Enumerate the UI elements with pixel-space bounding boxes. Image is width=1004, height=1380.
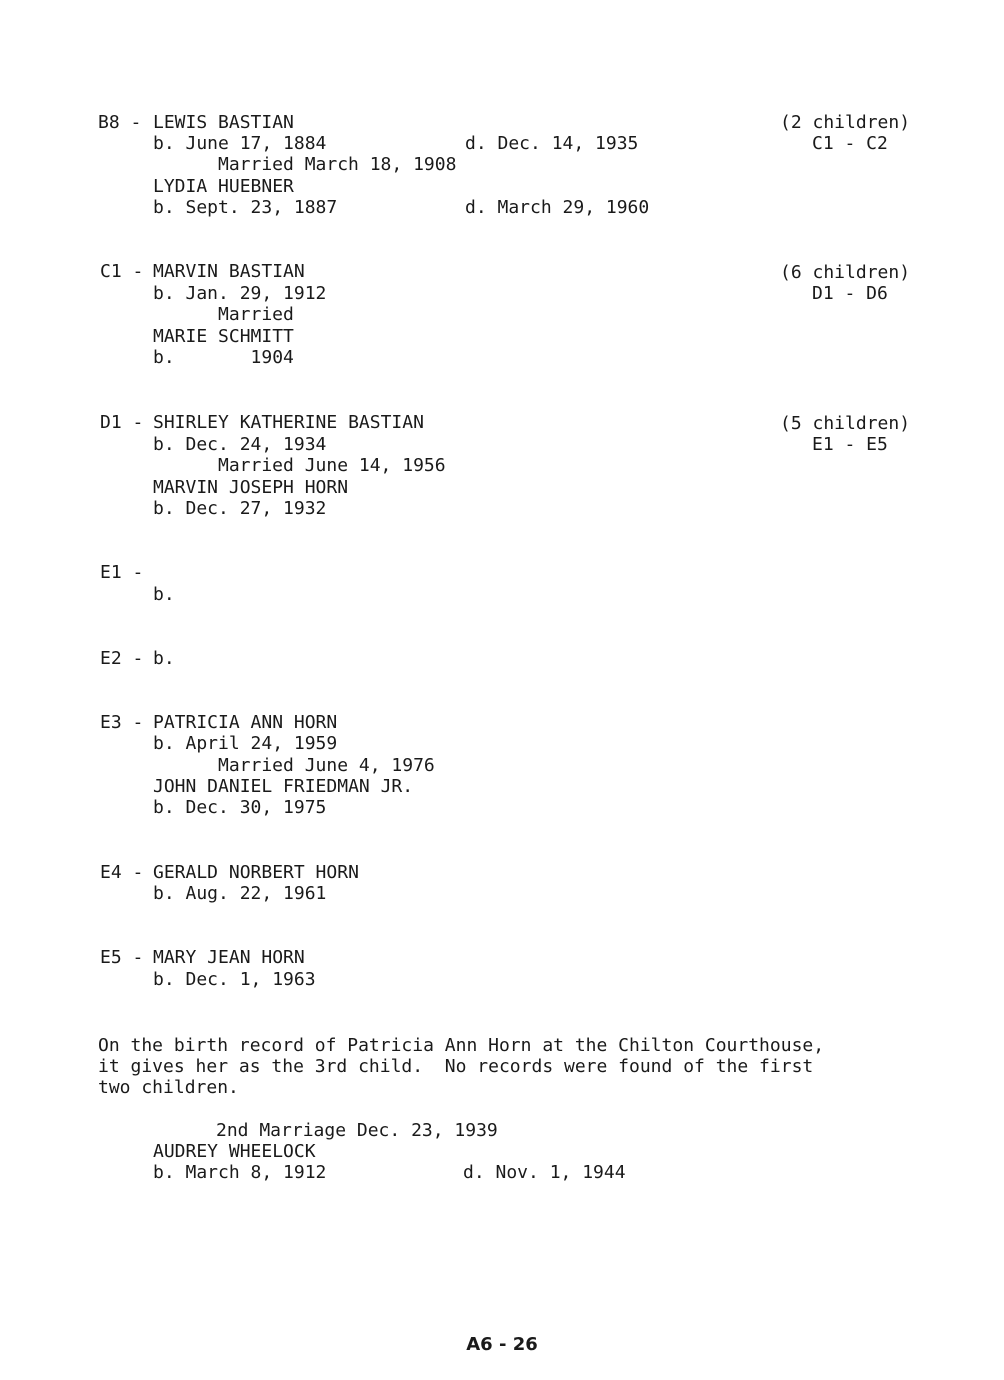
entry-name: SHIRLEY KATHERINE BASTIAN [153,412,424,433]
note-line: On the birth record of Patricia Ann Horn at the Chilton Courthouse, [98,1035,825,1056]
entry-death: d. Dec. 14, 1935 [465,133,639,154]
children-count: (6 children) [780,262,911,283]
spouse-birth: b. 1904 [153,347,294,368]
entry-code: E3 - [100,712,144,733]
entry-code: E5 - [100,947,144,968]
entry-birth: b. [153,584,175,605]
spouse-name: MARVIN JOSEPH HORN [153,477,349,498]
entry-marriage: Married June 4, 1976 [218,755,435,776]
entry-name: GERALD NORBERT HORN [153,862,359,883]
children-count: (5 children) [780,413,911,434]
second-spouse-death: d. Nov. 1, 1944 [463,1162,626,1183]
spouse-name: LYDIA HUEBNER [153,176,294,197]
entry-name: MARVIN BASTIAN [153,261,305,282]
entry-birth: b. June 17, 1884 [153,133,327,154]
children-range: D1 - D6 [812,283,888,304]
entry-code: D1 - [100,412,144,433]
entry-birth: b. April 24, 1959 [153,733,338,754]
entry-code: E2 - [100,648,144,669]
spouse-death: d. March 29, 1960 [465,197,650,218]
spouse-birth: b. Sept. 23, 1887 [153,197,338,218]
spouse-name: JOHN DANIEL FRIEDMAN JR. [153,776,414,797]
children-range: E1 - E5 [812,434,888,455]
second-spouse-birth: b. March 8, 1912 [153,1162,327,1183]
entry-name: PATRICIA ANN HORN [153,712,338,733]
entry-birth: b. Dec. 24, 1934 [153,434,327,455]
entry-birth: b. Jan. 29, 1912 [153,283,327,304]
entry-name: MARY JEAN HORN [153,947,305,968]
entry-code: E4 - [100,862,144,883]
note-line: it gives her as the 3rd child. No records were found of the first [98,1056,814,1077]
entry-birth: b. Aug. 22, 1961 [153,883,327,904]
entry-birth: b. [153,648,175,669]
note-line: two children. [98,1077,239,1098]
entry-marriage: Married June 14, 1956 [218,455,446,476]
entry-code: B8 - [98,112,142,133]
entry-marriage: Married [218,304,294,325]
spouse-birth: b. Dec. 27, 1932 [153,498,327,519]
entry-birth: b. Dec. 1, 1963 [153,969,316,990]
page-number: A6 - 26 [466,1334,538,1355]
second-spouse-name: AUDREY WHEELOCK [153,1141,316,1162]
spouse-name: MARIE SCHMITT [153,326,294,347]
spouse-birth: b. Dec. 30, 1975 [153,797,327,818]
entry-marriage: Married March 18, 1908 [218,154,457,175]
children-range: C1 - C2 [812,133,888,154]
second-marriage: 2nd Marriage Dec. 23, 1939 [216,1120,498,1141]
entry-code: C1 - [100,261,144,282]
entry-code: E1 - [100,562,144,583]
entry-name: LEWIS BASTIAN [153,112,294,133]
children-count: (2 children) [780,112,911,133]
